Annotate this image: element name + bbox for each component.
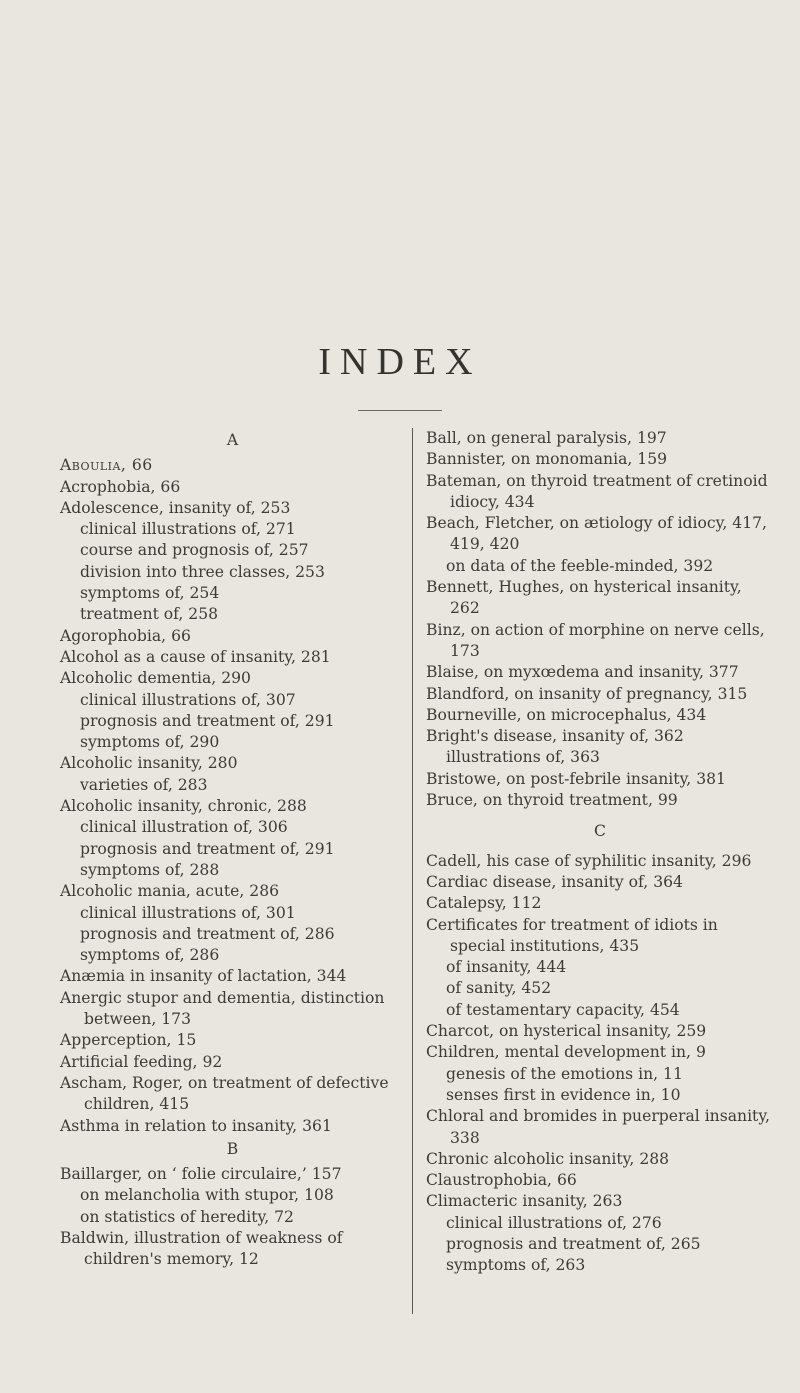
index-entry: Artificial feeding, 92 [60, 1052, 223, 1071]
index-subentry: of sanity, 452 [446, 979, 552, 998]
index-subentry: symptoms of, 263 [446, 1256, 586, 1275]
index-entry: Chloral and bromides in puerperal insanity, 338 [426, 1107, 771, 1147]
index-entry: Baldwin, illustration of weakness of children's memory, 12 [60, 1228, 343, 1269]
index-subentry: clinical illustrations of, 307 [80, 690, 296, 709]
section-letter: A [226, 431, 239, 449]
index-subentry: division into three classes, 253 [80, 562, 325, 581]
index-subentry: on melancholia with stupor, 108 [80, 1186, 334, 1205]
column-divider [412, 428, 413, 1314]
index-entry: Catalepsy, 112 [426, 894, 542, 913]
index-entry: Cardiac disease, insanity of, 364 [426, 872, 683, 891]
title-rule [358, 410, 442, 411]
index-entry: Bateman, on thyroid treatment of cretinoid idiocy, 434 [426, 471, 768, 511]
index-subentry: varieties of, 283 [80, 775, 208, 794]
index-entry: Blaise, on myxœdema and insanity, 377 [426, 663, 739, 682]
index-entry: Apperception, 15 [60, 1031, 197, 1050]
index-entry: Alcoholic mania, acute, 286 [60, 882, 280, 901]
index-subentry: illustrations of, 363 [446, 748, 600, 767]
index-entry: Climacteric insanity, 263 [426, 1192, 623, 1211]
index-subentry: symptoms of, 254 [80, 584, 220, 603]
index-entry: Bristowe, on post-febrile insanity, 381 [426, 769, 726, 788]
index-entry: Blandford, on insanity of pregnancy, 315 [426, 684, 748, 703]
index-entry: Alcoholic insanity, chronic, 288 [60, 797, 307, 816]
index-entry: Baillarger, on ‘ folie circulaire,’ 157 [60, 1165, 342, 1184]
index-entry: Adolescence, insanity of, 253 [60, 498, 291, 517]
index-subentry: on statistics of heredity, 72 [80, 1207, 294, 1226]
index-entry: Asthma in relation to insanity, 361 [60, 1116, 332, 1135]
index-subentry: symptoms of, 288 [80, 860, 220, 879]
index-subentry: clinical illustration of, 306 [80, 818, 288, 837]
index-entry: Acrophobia, 66 [60, 477, 181, 496]
index-entry: Children, mental development in, 9 [426, 1043, 706, 1062]
index-entry: Agorophobia, 66 [60, 626, 191, 645]
index-subentry: clinical illustrations of, 301 [80, 903, 296, 922]
index-entry: Certificates for treatment of idiots in special institutions, 435 [426, 915, 718, 955]
index-subentry: symptoms of, 290 [80, 733, 220, 752]
index-entry: Aboulia, 66 [60, 456, 153, 475]
section-letter: B [226, 1139, 239, 1158]
index-entry: Alcoholic insanity, 280 [60, 754, 238, 773]
index-subentry: genesis of the emotions in, 11 [446, 1064, 683, 1083]
section-letter: C [594, 822, 606, 841]
index-entry: Cadell, his case of syphilitic insanity, 296 [426, 851, 752, 870]
index-subentry: prognosis and treatment of, 265 [446, 1234, 701, 1253]
index-entry: Bennett, Hughes, on hysterical insanity, 262 [426, 578, 742, 618]
index-entry: Bright's disease, insanity of, 362 [426, 727, 684, 746]
index-entry: Bannister, on monomania, 159 [426, 450, 668, 469]
index-column-left [60, 428, 405, 1271]
index-entry: Ball, on general paralysis, 197 [426, 429, 667, 447]
page-title: INDEX [318, 341, 482, 383]
index-entry: Alcoholic dementia, 290 [60, 669, 251, 688]
index-column-right [426, 428, 774, 1277]
index-entry: Chronic alcoholic insanity, 288 [426, 1149, 670, 1168]
index-subentry: treatment of, 258 [80, 605, 219, 624]
index-subentry: of insanity, 444 [446, 958, 567, 977]
index-entry: Beach, Fletcher, on ætiology of idiocy, 417, 419, 420 [426, 514, 768, 554]
index-entry: Bruce, on thyroid treatment, 99 [426, 791, 678, 810]
index-entry: Anergic stupor and dementia, distinction between, 173 [60, 988, 385, 1029]
index-subentry: prognosis and treatment of, 291 [80, 839, 335, 858]
index-subentry: of testamentary capacity, 454 [446, 1000, 680, 1019]
index-entry: Anæmia in insanity of lactation, 344 [60, 967, 347, 986]
index-entry: Claustrophobia, 66 [426, 1171, 577, 1190]
index-subentry: symptoms of, 286 [80, 946, 220, 965]
index-entry: Binz, on action of morphine on nerve cells, 173 [426, 620, 765, 660]
index-entry: Bourneville, on microcephalus, 434 [426, 705, 707, 724]
index-subentry: course and prognosis of, 257 [80, 541, 309, 560]
index-entry: Charcot, on hysterical insanity, 259 [426, 1022, 707, 1041]
index-subentry: prognosis and treatment of, 286 [80, 924, 335, 943]
index-subentry: on data of the feeble-minded, 392 [446, 556, 714, 575]
index-subentry: clinical illustrations of, 276 [446, 1213, 662, 1232]
index-subentry: clinical illustrations of, 271 [80, 520, 296, 539]
index-subentry: senses first in evidence in, 10 [446, 1085, 681, 1104]
index-entry: Alcohol as a cause of insanity, 281 [60, 647, 331, 666]
index-subentry: prognosis and treatment of, 291 [80, 711, 335, 730]
index-entry: Ascham, Roger, on treatment of defective children, 415 [60, 1073, 389, 1114]
